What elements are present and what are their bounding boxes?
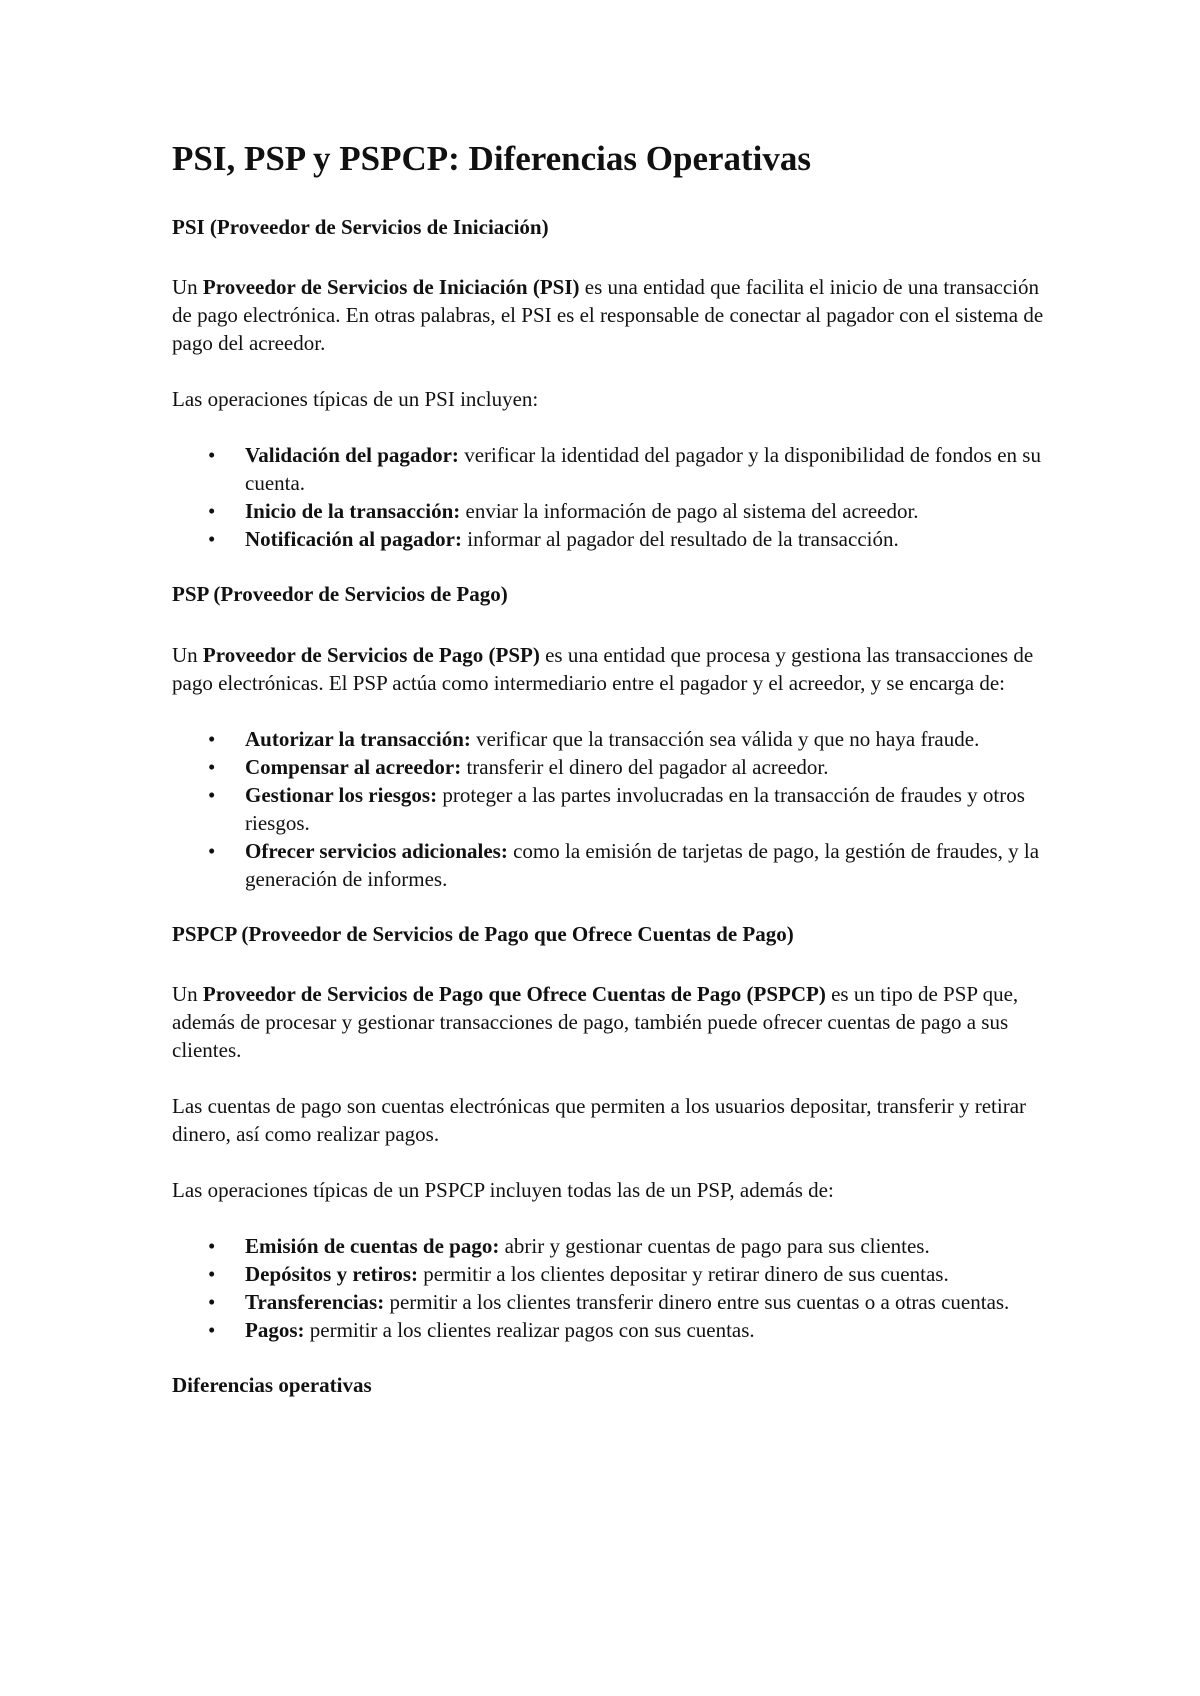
list-item-term: Compensar al acreedor: [245, 754, 462, 779]
list-item-text: permitir a los clientes depositar y retirar dinero de sus cuentas. [418, 1261, 949, 1286]
psi-list [172, 441, 1052, 553]
pspcp-heading: PSPCP (Proveedor de Servicios de Pago que Ofrece Cuentas de Pago) [172, 921, 794, 946]
list-item [208, 753, 1052, 781]
psp-heading: PSP (Proveedor de Servicios de Pago) [172, 582, 508, 607]
page-title: PSI, PSP y PSPCP: Diferencias Operativas [172, 139, 812, 178]
list-item-text: verificar que la transacción sea válida y que no haya fraude. [470, 726, 980, 751]
list-item-term: Validación del pagador: [245, 443, 459, 468]
list-item-term: Pagos: [245, 1317, 305, 1342]
psp-intro-term: Proveedor de Servicios de Pago (PSP) [202, 642, 540, 667]
list-item [208, 725, 1052, 753]
list-item-term: Gestionar los riesgos: [245, 782, 438, 807]
psi-intro-pre: Un [172, 275, 203, 300]
list-item-text: enviar la información de pago al sistema del acreedor. [460, 499, 919, 524]
list-item-text: como la emisión de tarjetas de pago, la gestión de fraudes, y la generación de informes. [245, 838, 1040, 891]
pspcp-intro-post: es un tipo de PSP que, además de procesar y gestionar transacciones de pago, también puede ofrecer cuentas de pago a sus clientes. [172, 981, 1019, 1062]
bullet-icon: • [208, 1261, 216, 1286]
psi-intro-post: es una entidad que facilita el inicio de una transacción de pago electrónica. En otras palabras, el PSI es el responsable de conectar al pagador con el sistema de pago del acreedor. [172, 275, 1044, 356]
list-item-text: verificar la identidad del pagador y la disponibilidad de fondos en su cuenta. [245, 443, 1041, 496]
bullet-icon: • [208, 838, 216, 863]
bullet-icon: • [208, 754, 216, 779]
list-item-text: transferir el dinero del pagador al acreedor. [461, 754, 829, 779]
list-item [208, 1232, 1052, 1260]
pspcp-ops-intro: Las operaciones típicas de un PSPCP incluyen todas las de un PSP, además de: [172, 1177, 834, 1202]
list-item-text: informar al pagador del resultado de la transacción. [461, 527, 899, 552]
bullet-icon: • [208, 527, 216, 552]
bullet-icon: • [208, 1317, 216, 1342]
list-item-term: Autorizar la transacción: [245, 726, 471, 751]
bullet-icon: • [208, 499, 216, 524]
list-item-text: permitir a los clientes transferir dinero entre sus cuentas o a otras cuentas. [384, 1289, 1010, 1314]
bullet-icon: • [208, 1233, 216, 1258]
psi-ops-intro: Las operaciones típicas de un PSI incluyen: [172, 387, 539, 412]
differences-heading: Diferencias operativas [172, 1372, 372, 1397]
list-item [208, 525, 1052, 553]
pspcp-intro-pre: Un [172, 981, 203, 1006]
pspcp-list [172, 1232, 1052, 1344]
list-item [208, 1316, 1052, 1344]
pspcp-accounts-text: Las cuentas de pago son cuentas electrónicas que permiten a los usuarios depositar, transferir y retirar dinero, así como realizar pagos. [172, 1093, 1027, 1146]
list-item-text: abrir y gestionar cuentas de pago para sus clientes. [499, 1233, 930, 1258]
list-item-term: Ofrecer servicios adicionales: [245, 838, 508, 863]
document-page [172, 138, 1052, 1431]
list-item [208, 1260, 1052, 1288]
bullet-icon: • [208, 443, 216, 468]
list-item [208, 497, 1052, 525]
pspcp-intro [172, 980, 1052, 1064]
list-item-term: Transferencias: [245, 1289, 385, 1314]
psp-intro [172, 641, 1052, 697]
list-item-text: permitir a los clientes realizar pagos con sus cuentas. [304, 1317, 755, 1342]
psp-list [172, 725, 1052, 893]
list-item [208, 1288, 1052, 1316]
list-item-term: Emisión de cuentas de pago: [245, 1233, 500, 1258]
list-item-text: proteger a las partes involucradas en la transacción de fraudes y otros riesgos. [245, 782, 1025, 835]
list-item [208, 441, 1052, 497]
psi-intro-term: Proveedor de Servicios de Iniciación (PSI) [202, 275, 580, 300]
psp-intro-pre: Un [172, 642, 203, 667]
list-item [208, 781, 1052, 837]
psi-intro [172, 273, 1052, 357]
psi-heading: PSI (Proveedor de Servicios de Iniciación) [172, 215, 549, 239]
list-item [208, 837, 1052, 893]
psp-intro-post: es una entidad que procesa y gestiona las transacciones de pago electrónicas. El PSP actúa como intermediario entre el pagador y el acreedor, y se encarga de: [172, 642, 1034, 695]
bullet-icon: • [208, 726, 216, 751]
bullet-icon: • [208, 1289, 216, 1314]
bullet-icon: • [208, 782, 216, 807]
list-item-term: Depósitos y retiros: [245, 1261, 419, 1286]
list-item-term: Notificación al pagador: [245, 527, 462, 552]
pspcp-intro-term: Proveedor de Servicios de Pago que Ofrece Cuentas de Pago (PSPCP) [202, 981, 826, 1006]
list-item-term: Inicio de la transacción: [245, 499, 461, 524]
